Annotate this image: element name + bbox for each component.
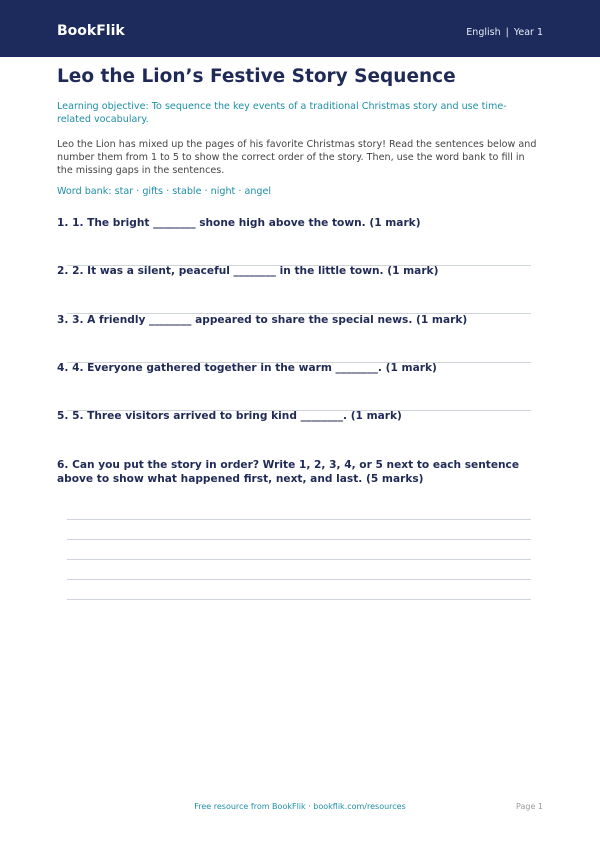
page-number: Page 1 [516, 802, 543, 811]
word-bank: Word bank: star · gifts · stable · night · angel [57, 186, 272, 197]
learning-objective: Learning objective: To sequence the key events of a traditional Christmas story and use time-related vocabulary. [57, 101, 507, 125]
meta-separator: | [505, 27, 509, 38]
page-header [0, 0, 600, 57]
question-2: 2. 2. It was a silent, peaceful ________ in the little town. (1 mark) [57, 265, 439, 277]
instructions-text: Leo the Lion has mixed up the pages of his favorite Christmas story! Read the sentences below and number them from 1 to 5 to show the correct order of the story. Then, use the word bank to fill in the missing gaps in the sentences. [57, 139, 537, 176]
answer-line[interactable] [67, 519, 531, 520]
worksheet-title: Leo the Lion’s Festive Story Sequence [57, 66, 456, 87]
question-6: 6. Can you put the story in order? Write 1, 2, 3, 4, or 5 next to each sentence above to show what happened first, next, and last. (5 marks) [57, 459, 520, 485]
header-meta [466, 27, 543, 39]
footer-source: Free resource from BookFlik · bookflik.com/resources [194, 802, 406, 811]
answer-line[interactable] [67, 579, 531, 580]
question-1: 1. 1. The bright ________ shone high above the town. (1 mark) [57, 217, 421, 229]
subject-label: English [466, 27, 501, 38]
brand-logo: BookFlik [57, 23, 125, 39]
question-5: 5. 5. Three visitors arrived to bring kind ________. (1 mark) [57, 410, 402, 422]
question-4: 4. 4. Everyone gathered together in the warm ________. (1 mark) [57, 362, 437, 374]
answer-line[interactable] [67, 599, 531, 600]
year-label: Year 1 [513, 27, 543, 38]
answer-line[interactable] [67, 539, 531, 540]
answer-line[interactable] [67, 559, 531, 560]
question-3: 3. 3. A friendly ________ appeared to share the special news. (1 mark) [57, 314, 468, 326]
